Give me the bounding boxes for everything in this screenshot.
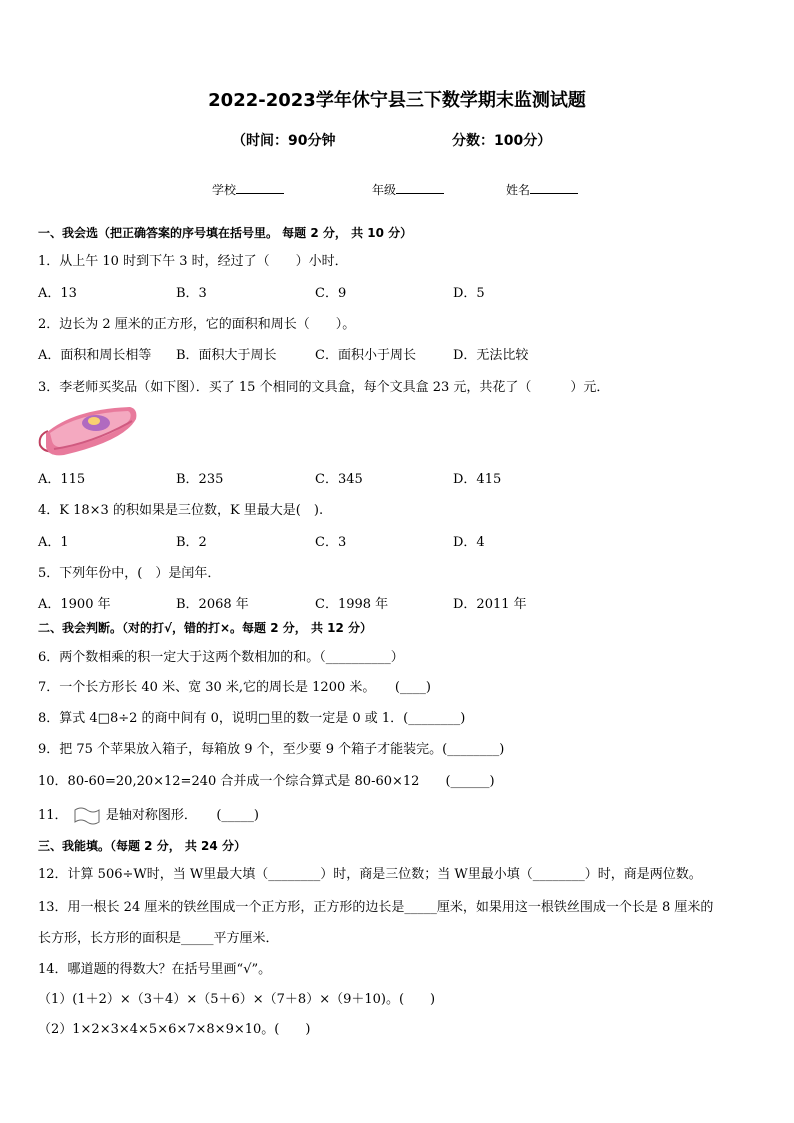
q3-text: 3．李老师买奖品（如下图）．买了 15 个相同的文具盒，每个文具盒 23 元，共花了（ ）元．: [38, 380, 610, 395]
name-field: [506, 181, 578, 198]
q3-option-a[interactable]: A．115: [38, 472, 86, 487]
q14-part1: （1）(1＋2）×（3＋4）×（5＋6）×（7＋8）×（9＋10)。( ): [38, 992, 436, 1007]
q5-option-b[interactable]: B．2068 年: [176, 597, 249, 612]
section1-heading: 一、我会选（把正确答案的序号填在括号里。 每题 2 分， 共 10 分）: [38, 226, 413, 240]
q2-option-c[interactable]: C．面积小于周长: [315, 348, 416, 363]
pencil-case-icon: [34, 401, 140, 459]
school-field: [212, 181, 284, 198]
q14-text: 14．哪道题的得数大？在括号里画“√”。: [38, 962, 272, 977]
wavy-shape-icon: [72, 806, 102, 826]
q9-text: 9．把 75 个苹果放入箱子，每箱放 9 个，至少要 9 个箱子才能装完。(________): [38, 742, 505, 757]
q5-option-c[interactable]: C．1998 年: [315, 597, 389, 612]
q10-text: 10．80-60=20,20×12=240 合并成一个综合算式是 80-60×12 (______): [38, 774, 495, 789]
q5-option-a[interactable]: A．1900 年: [38, 597, 111, 612]
q4-option-d[interactable]: D．4: [453, 535, 485, 550]
q3-option-c[interactable]: C．345: [315, 472, 363, 487]
q6-text: 6．两个数相乘的积一定大于这两个数相加的和。（__________）: [38, 650, 404, 665]
q4-option-a[interactable]: A．1: [38, 535, 69, 550]
q3-option-d[interactable]: D．415: [453, 472, 502, 487]
section2-heading: 二、我会判断。（对的打√，错的打×。每题 2 分， 共 12 分）: [38, 621, 372, 635]
exam-score: 分数：100分）: [452, 133, 552, 149]
q11-line: [38, 804, 259, 826]
q11-suffix: 是轴对称图形． (_____): [105, 808, 259, 823]
q1-option-c[interactable]: C．9: [315, 286, 347, 301]
q4-option-c[interactable]: C．3: [315, 535, 347, 550]
grade-label: 年级: [372, 183, 397, 197]
q5-text: 5．下列年份中，( ）是闰年．: [38, 566, 221, 581]
q2-text: 2．边长为 2 厘米的正方形，它的面积和周长（ ）。: [38, 317, 356, 332]
q8-text: 8．算式 4□8÷2 的商中间有 0，说明□里的数一定是 0 或 1．(________): [38, 711, 466, 726]
q1-option-b[interactable]: B．3: [176, 286, 207, 301]
q14-part2: （2）1×2×3×4×5×6×7×8×9×10。( ): [38, 1022, 311, 1037]
section3-heading: 三、我能填。（每题 2 分， 共 24 分）: [38, 839, 246, 853]
q7-text: 7．一个长方形长 40 米、宽 30 米,它的周长是 1200 米。 (____): [38, 680, 432, 695]
q4-text: 4．K 18×3 的积如果是三位数，K 里最大是( ).: [38, 503, 324, 518]
q5-option-d[interactable]: D．2011 年: [453, 597, 527, 612]
q2-option-b[interactable]: B．面积大于周长: [176, 348, 277, 363]
grade-blank[interactable]: [396, 181, 444, 194]
q1-option-d[interactable]: D．5: [453, 286, 485, 301]
exam-time: （时间：90分钟: [232, 133, 336, 149]
q11-prefix: 11．: [38, 808, 68, 823]
q13-text-line2: 长方形，长方形的面积是_____平方厘米．: [38, 931, 279, 946]
q2-option-a[interactable]: A．面积和周长相等: [38, 348, 152, 363]
grade-field: [372, 181, 444, 198]
q13-text-line1: 13．用一根长 24 厘米的铁丝围成一个正方形，正方形的边长是_____厘米，如果用这一根铁丝围成一个长是 8 厘米的: [38, 900, 714, 915]
q1-option-a[interactable]: A．13: [38, 286, 77, 301]
school-label: 学校: [212, 183, 237, 197]
q3-option-b[interactable]: B．235: [176, 472, 224, 487]
name-blank[interactable]: [530, 181, 578, 194]
q12-text: 12．计算 506÷W时，当 W里最大填（________）时，商是三位数；当 W里最小填（________）时，商是两位数。: [38, 867, 702, 882]
name-label: 姓名: [506, 183, 531, 197]
q4-option-b[interactable]: B．2: [176, 535, 207, 550]
exam-title: 2022-2023学年休宁县三下数学期末监测试题: [208, 90, 586, 111]
q1-text: 1．从上午 10 时到下午 3 时，经过了（ ）小时．: [38, 254, 348, 269]
q2-option-d[interactable]: D．无法比较: [453, 348, 529, 363]
school-blank[interactable]: [236, 181, 284, 194]
